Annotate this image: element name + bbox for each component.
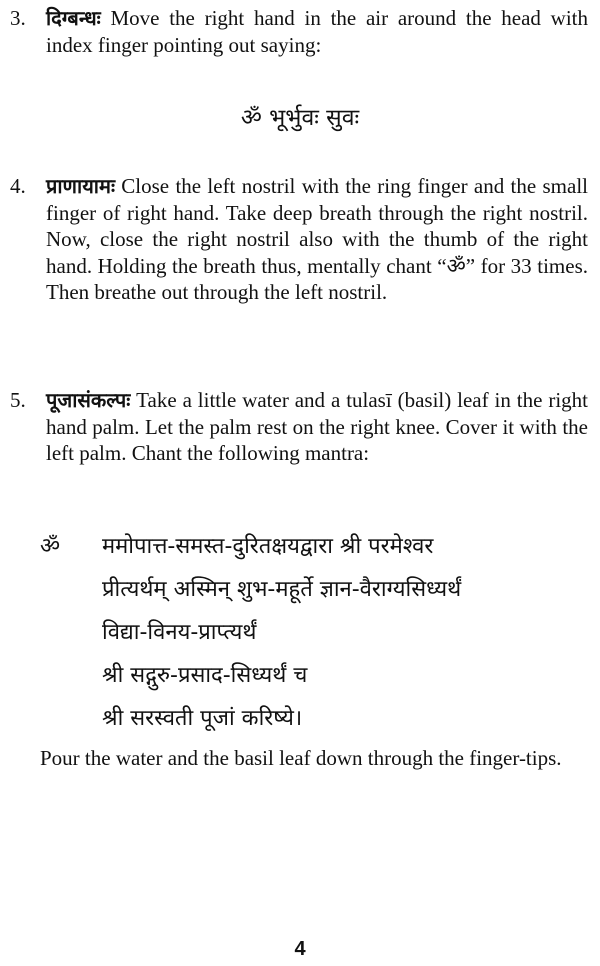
instruction-item-5 bbox=[10, 387, 588, 467]
item-body bbox=[46, 173, 588, 306]
instruction-item-4 bbox=[10, 173, 588, 306]
item-term: दिग्बन्धः bbox=[46, 6, 101, 30]
item-body bbox=[46, 387, 588, 467]
sankalpa-mantra bbox=[40, 525, 590, 740]
item-term: पूजासंकल्पः bbox=[46, 388, 131, 412]
mantra-line-text: ममोपात्त-समस्त-दुरितक्षयद्वारा श्री परमेश्वर bbox=[102, 534, 434, 559]
item-text: Close the left nostril with the ring finger and the small finger of right hand. Take deep breath through the right nostril. Now, close the right nostril also with the thumb of the right hand. Holding the breath thus, mentally chant “ॐ” for 33 times. Then breathe out through the left nostril. bbox=[46, 174, 588, 304]
mantra-line: श्री सरस्वती पूजां करिष्ये। bbox=[102, 706, 303, 731]
digbandha-mantra: ॐ भूर्भुवः सुवः bbox=[240, 105, 360, 131]
item-text: Take a little water and a tulasī (basil) leaf in the right hand palm. Let the palm rest on the right knee. Cover it with the left palm. Chant the following mantra: bbox=[46, 388, 588, 465]
mantra-line bbox=[40, 525, 590, 568]
item-number: 5. bbox=[10, 388, 26, 412]
item-term: प्राणायामः bbox=[46, 174, 115, 198]
item-number: 4. bbox=[10, 174, 26, 198]
item-text: Move the right hand in the air around the head with index finger pointing out saying: bbox=[46, 6, 588, 57]
mantra-line: विद्या-विनय-प्राप्त्यर्थं bbox=[102, 620, 257, 645]
page-number: 4 bbox=[294, 938, 306, 960]
closing-instruction: Pour the water and the basil leaf down through the finger-tips. bbox=[40, 746, 562, 770]
item-number: 3. bbox=[10, 6, 26, 30]
instruction-item-3 bbox=[10, 5, 588, 58]
om-symbol: ॐ bbox=[40, 534, 61, 559]
mantra-line: श्री सद्गुरु-प्रसाद-सिध्यर्थं च bbox=[102, 663, 308, 688]
mantra-line: प्रीत्यर्थम् अस्मिन् शुभ-महूर्ते ज्ञान-वैराग्यसिध्यर्थं bbox=[102, 577, 462, 602]
item-body bbox=[46, 5, 588, 58]
